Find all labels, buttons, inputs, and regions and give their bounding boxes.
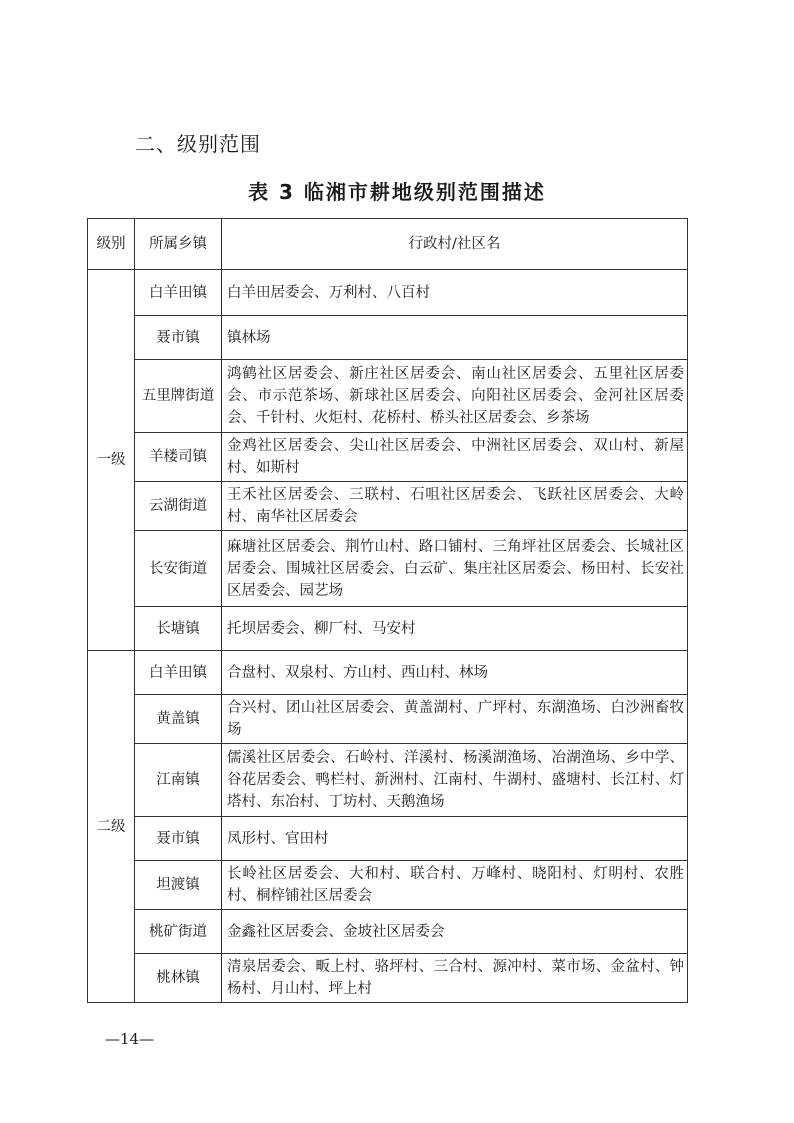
town-cell: 聂市镇 [135, 316, 222, 360]
town-cell: 五里牌街道 [135, 360, 222, 433]
table-row [88, 531, 688, 607]
table-row [88, 954, 688, 1003]
header-town: 所属乡镇 [135, 219, 222, 270]
villages-cell: 合盘村、双泉村、方山村、西山村、林场 [222, 651, 688, 695]
town-cell: 白羊田镇 [135, 651, 222, 695]
page-number: —14— [105, 1030, 155, 1048]
table-row [88, 817, 688, 861]
table-row [88, 433, 688, 482]
town-cell: 坦渡镇 [135, 861, 222, 910]
town-cell: 黄盖镇 [135, 695, 222, 744]
villages-cell: 凤形村、官田村 [222, 817, 688, 861]
section-heading: 二、级别范围 [135, 132, 261, 156]
town-cell: 云湖街道 [135, 482, 222, 531]
table-row [88, 861, 688, 910]
town-cell: 桃矿街道 [135, 910, 222, 954]
villages-cell: 儒溪社区居委会、石岭村、洋溪村、杨溪湖渔场、冶湖渔场、乡中学、谷花居委会、鸭栏村、新洲村、江南村、牛湖村、盛塘村、长江村、灯塔村、东冶村、丁坊村、天鹅渔场 [222, 744, 688, 817]
town-cell: 羊楼司镇 [135, 433, 222, 482]
villages-cell: 麻塘社区居委会、荆竹山村、路口铺村、三角坪社区居委会、长城社区居委会、围城社区居委会、白云矿、集庄社区居委会、杨田村、长安社区居委会、园艺场 [222, 531, 688, 607]
villages-cell: 长岭社区居委会、大和村、联合村、万峰村、晓阳村、灯明村、农胜村、桐梓铺社区居委会 [222, 861, 688, 910]
table-row [88, 910, 688, 954]
table-row [88, 744, 688, 817]
header-level: 级别 [88, 219, 135, 270]
town-cell: 江南镇 [135, 744, 222, 817]
villages-cell: 白羊田居委会、万利村、八百村 [222, 270, 688, 316]
town-cell: 桃林镇 [135, 954, 222, 1003]
villages-cell: 金鸡社区居委会、尖山社区居委会、中洲社区居委会、双山村、新屋村、如斯村 [222, 433, 688, 482]
table-row [88, 316, 688, 360]
table-row [88, 695, 688, 744]
villages-cell: 清泉居委会、畈上村、骆坪村、三合村、源冲村、菜市场、金盆村、钟杨村、月山村、坪上村 [222, 954, 688, 1003]
grade-range-table [87, 218, 688, 1003]
villages-cell: 合兴村、团山社区居委会、黄盖湖村、广坪村、东湖渔场、白沙洲畜牧场 [222, 695, 688, 744]
table-row [88, 482, 688, 531]
town-cell: 白羊田镇 [135, 270, 222, 316]
town-cell: 长塘镇 [135, 607, 222, 651]
villages-cell: 金鑫社区居委会、金坡社区居委会 [222, 910, 688, 954]
villages-cell: 鸿鹤社区居委会、新庄社区居委会、南山社区居委会、五里社区居委会、市示范茶场、新球社区居委会、向阳社区居委会、金河社区居委会、千针村、火炬村、花桥村、桥头社区居委会、乡茶场 [222, 360, 688, 433]
table-row [88, 270, 688, 316]
town-cell: 长安街道 [135, 531, 222, 607]
header-villages: 行政村/社区名 [222, 219, 688, 270]
table-row [88, 360, 688, 433]
table-title: 表 3 临湘市耕地级别范围描述 [248, 180, 546, 204]
villages-cell: 镇林场 [222, 316, 688, 360]
table-header-row [88, 219, 688, 270]
town-cell: 聂市镇 [135, 817, 222, 861]
level-cell-2: 二级 [88, 651, 135, 1003]
villages-cell: 托坝居委会、柳厂村、马安村 [222, 607, 688, 651]
villages-cell: 王禾社区居委会、三联村、石咀社区居委会、飞跃社区居委会、大岭村、南华社区居委会 [222, 482, 688, 531]
table-row [88, 607, 688, 651]
level-cell-1: 一级 [88, 270, 135, 651]
table-row [88, 651, 688, 695]
